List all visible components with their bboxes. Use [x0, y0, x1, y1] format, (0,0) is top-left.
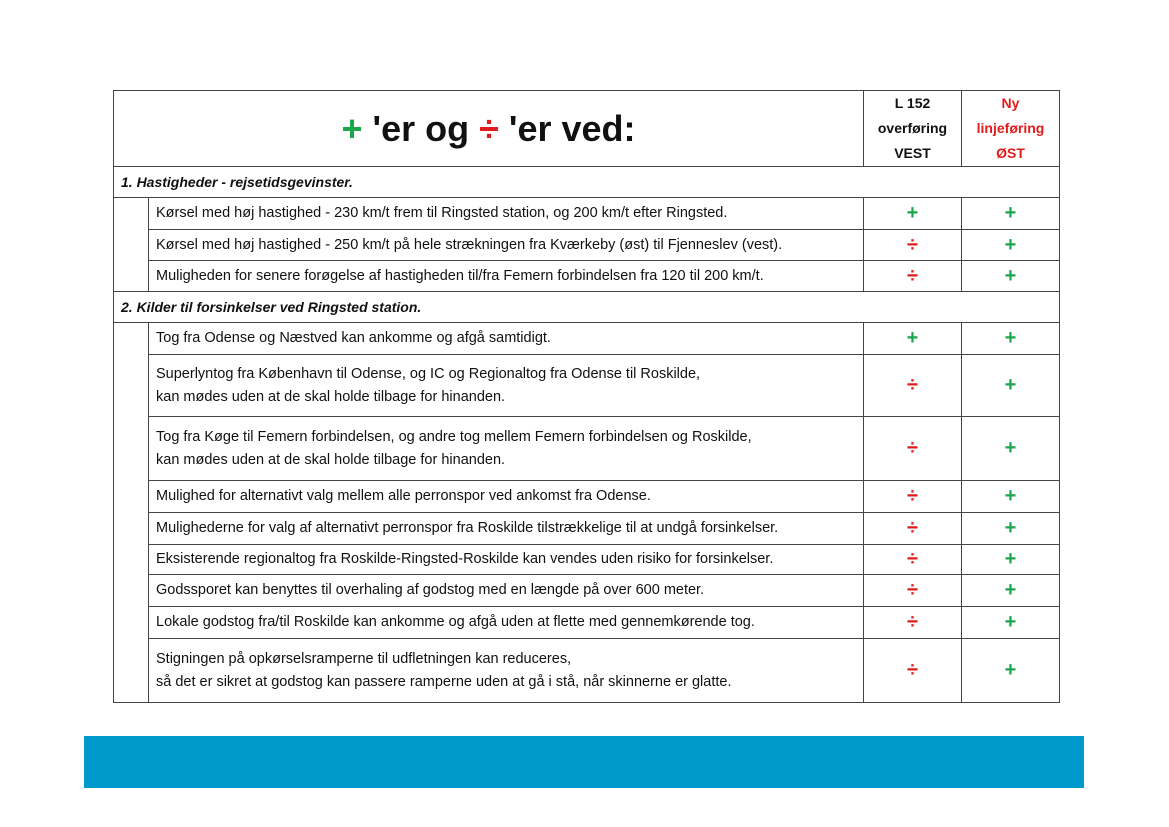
plus-icon: + — [864, 323, 962, 355]
plus-icon: + — [962, 481, 1060, 513]
criterion-text — [149, 575, 864, 607]
divide-icon: ÷ — [864, 513, 962, 545]
table-row — [114, 355, 1060, 417]
table-row — [114, 545, 1060, 575]
criterion-text — [149, 230, 864, 261]
plus-icon: + — [864, 198, 962, 230]
plus-icon: + — [962, 261, 1060, 292]
divide-icon: ÷ — [864, 230, 962, 261]
table-row — [114, 513, 1060, 545]
criterion-text — [149, 261, 864, 292]
plus-icon: + — [962, 230, 1060, 261]
plus-icon: + — [962, 323, 1060, 355]
criterion-line: Muligheden for senere forøgelse af hastigheden til/fra Femern forbindelsen fra 120 til 200 km/t. — [156, 267, 764, 284]
criterion-text — [149, 481, 864, 513]
page-title — [114, 91, 864, 167]
section-heading: 2. Kilder til forsinkelser ved Ringsted station. — [114, 292, 1060, 323]
title-part2: 'er ved: — [498, 107, 636, 149]
criterion-line: Mulighed for alternativt valg mellem alle perronspor ved ankomst fra Odense. — [156, 488, 651, 504]
table-row — [114, 607, 1060, 639]
criterion-text — [149, 607, 864, 639]
footer-bar — [84, 736, 1084, 788]
criterion-line: Godssporet kan benyttes til overhaling af godstog med en længde på over 600 meter. — [156, 582, 705, 598]
criterion-line: Tog fra Køge til Femern forbindelsen, og andre tog mellem Femern forbindelsen og Roskilde, — [156, 428, 752, 445]
table-row — [114, 417, 1060, 481]
section-heading: 1. Hastigheder - rejsetidsgevinster. — [114, 167, 1060, 198]
divide-icon: ÷ — [864, 261, 962, 292]
criterion-line: Stigningen på opkørselsramperne til udfletningen kan reduceres, — [156, 650, 572, 667]
title-part1: 'er og — [362, 107, 480, 149]
header-row — [114, 91, 1060, 167]
section-heading-row — [114, 292, 1060, 323]
divide-icon: ÷ — [479, 107, 499, 149]
plus-icon: + — [341, 107, 363, 149]
plus-icon: + — [962, 639, 1060, 703]
table-row — [114, 323, 1060, 355]
criterion-line: så det er sikret at godstog kan passere ramperne uden at gå i stå, når skinnerne er glatte. — [156, 673, 732, 690]
criterion-text — [149, 417, 864, 481]
plus-icon: + — [962, 355, 1060, 417]
table-row — [114, 230, 1060, 261]
divide-icon: ÷ — [864, 417, 962, 481]
divide-icon: ÷ — [864, 545, 962, 575]
section-heading-row — [114, 167, 1060, 198]
plus-icon: + — [962, 513, 1060, 545]
criterion-text — [149, 323, 864, 355]
table-row — [114, 198, 1060, 230]
criterion-line: Lokale godstog fra/til Roskilde kan ankomme og afgå uden at flette med gennemkørende tog. — [156, 614, 755, 630]
indent-cell — [114, 323, 149, 703]
plus-icon: + — [962, 545, 1060, 575]
plus-icon: + — [962, 198, 1060, 230]
comparison-table — [113, 90, 1060, 703]
criterion-line: Kørsel med høj hastighed - 230 km/t frem til Ringsted station, og 200 km/t efter Ringsted. — [156, 205, 728, 221]
column-header-ost: Ny linjeføring ØST — [962, 91, 1060, 167]
plus-icon: + — [962, 575, 1060, 607]
divide-icon: ÷ — [864, 355, 962, 417]
criterion-text — [149, 513, 864, 545]
divide-icon: ÷ — [864, 481, 962, 513]
criterion-text — [149, 639, 864, 703]
table-row — [114, 639, 1060, 703]
plus-icon: + — [962, 607, 1060, 639]
criterion-text — [149, 355, 864, 417]
criterion-text — [149, 545, 864, 575]
criterion-line: Eksisterende regionaltog fra Roskilde-Ringsted-Roskilde kan vendes uden risiko for forsinkelser. — [156, 551, 774, 567]
indent-cell — [114, 198, 149, 292]
divide-icon: ÷ — [864, 607, 962, 639]
divide-icon: ÷ — [864, 639, 962, 703]
criterion-line: Kørsel med høj hastighed - 250 km/t på hele strækningen fra Kværkeby (øst) til Fjenneslev (vest). — [156, 236, 783, 253]
criterion-line: kan mødes uden at de skal holde tilbage for hinanden. — [156, 388, 506, 405]
table-row — [114, 261, 1060, 292]
plus-icon: + — [962, 417, 1060, 481]
criterion-line: Tog fra Odense og Næstved kan ankomme og afgå samtidigt. — [156, 330, 551, 346]
criterion-text — [149, 198, 864, 230]
table-row — [114, 481, 1060, 513]
criterion-line: Superlyntog fra København til Odense, og IC og Regionaltog fra Odense til Roskilde, — [156, 365, 701, 382]
column-header-vest: L 152 overføring VEST — [864, 91, 962, 167]
table-row — [114, 575, 1060, 607]
criterion-line: kan mødes uden at de skal holde tilbage for hinanden. — [156, 451, 506, 468]
criterion-line: Mulighederne for valg af alternativt perronspor fra Roskilde tilstrækkelige til at undgå forsinkelser. — [156, 520, 779, 536]
divide-icon: ÷ — [864, 575, 962, 607]
